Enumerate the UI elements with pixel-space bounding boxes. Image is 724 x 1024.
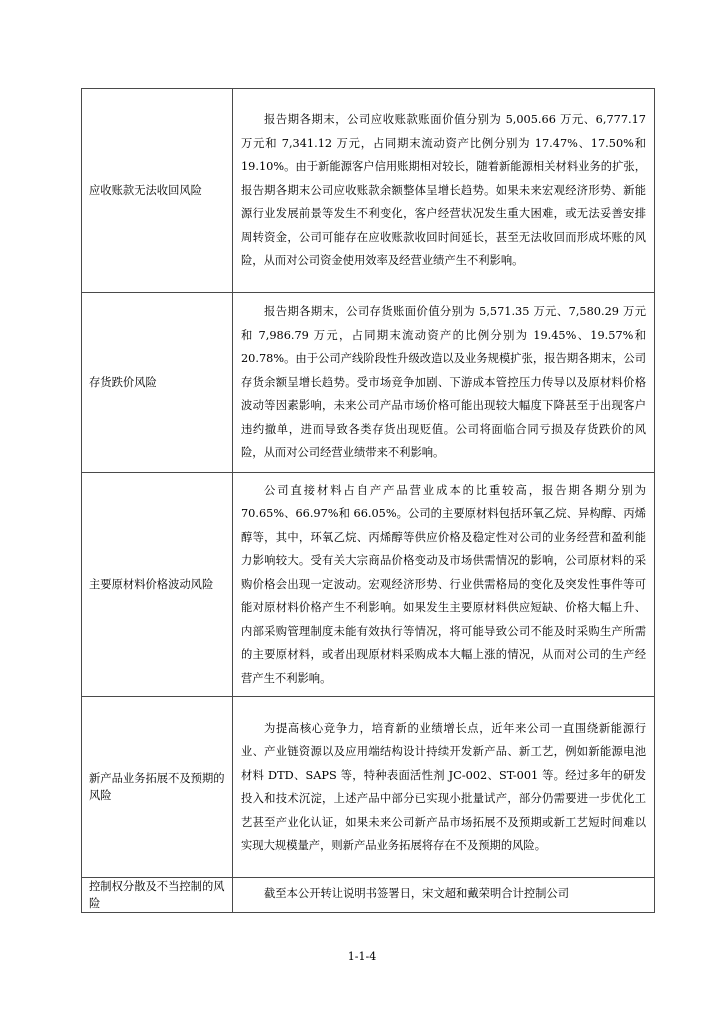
risk-row xyxy=(82,473,655,697)
risk-description: 截至本公开转让说明书签署日，宋文超和戴荣明合计控制公司 xyxy=(264,887,570,900)
risk-description-cell xyxy=(233,293,655,473)
risk-description: 报告期各期末，公司应收账款账面价值分别为 5,005.66 万元、6,777.17 万元和 7,341.12 万元，占同期末流动资产比例分别为 17.47%、17.50%和 19.10%。由于新能源客户信用账期相对较长，随着新能源相关材料业务的扩张，报告期各期末公司应收账款余额整体呈增长趋势。如果未来宏观经济形势、新能源行业发展前景等发生不利变化，客户经营状况发生重大困难，或无法妥善安排周转资金，公司可能存在应收账款收回时间延长，甚至无法收回而形成坏账的风险，从而对公司资金使用效率及经营业绩产生不利影响。 xyxy=(241,113,646,268)
risk-description: 为提高核心竞争力，培育新的业绩增长点，近年来公司一直围绕新能源行业、产业链资源以及应用端结构设计持续开发新产品、新工艺，例如新能源电池材料 DTD、SAPS 等，特种表面活性剂 JC-002、ST-001 等。经过多年的研发投入和技术沉淀，上述产品中部分已实现小批量试产，部分仍需要进一步优化工艺甚至产业化认证，如果未来公司新产品市场拓展不及预期或新工艺短时间难以实现大规模量产，则新产品业务拓展将存在不及预期的风险。 xyxy=(241,721,646,852)
risk-name-cell xyxy=(82,697,233,878)
page-number: 1-1-4 xyxy=(347,950,377,963)
risk-description-cell xyxy=(233,697,655,878)
risk-name-cell xyxy=(82,89,233,293)
risk-name: 控制权分散及不当控制的风险 xyxy=(89,880,225,910)
risk-description-cell xyxy=(233,89,655,293)
risk-row xyxy=(82,89,655,293)
risk-name-cell xyxy=(82,878,233,913)
risk-name: 应收账款无法收回风险 xyxy=(89,184,202,197)
risk-name: 新产品业务拓展不及预期的风险 xyxy=(89,772,225,802)
risk-description: 报告期各期末，公司存货账面价值分别为 5,571.35 万元、7,580.29 万元和 7,986.79 万元，占同期末流动资产的比例分别为 19.45%、19.57%和 20.78%。由于公司产线阶段性升级改造以及业务规模扩张，报告期各期末，公司存货余额呈增长趋势。受市场竞争加剧、下游成本管控压力传导以及原材料价格波动等因素影响，未来公司产品市场价格可能出现较大幅度下降甚至于出现客户违约撤单，进而导致各类存货出现贬值。公司将面临合同亏损及存货跌价的风险，从而对公司经营业绩带来不利影响。 xyxy=(241,305,646,460)
risk-name: 主要原材料价格波动风险 xyxy=(89,578,214,591)
risk-name-cell xyxy=(82,473,233,697)
risk-name-cell xyxy=(82,293,233,473)
risk-factors-table xyxy=(81,88,655,913)
risk-description-cell xyxy=(233,473,655,697)
risk-description-cell xyxy=(233,878,655,913)
risk-row xyxy=(82,293,655,473)
risk-description: 公司直接材料占自产产品营业成本的比重较高，报告期各期分别为 70.65%、66.97%和 66.05%。公司的主要原材料包括环氧乙烷、异构醇、丙烯醇等，其中，环氧乙烷、丙烯醇等供应价格及稳定性对公司的业务经营和盈利能力影响较大。受有关大宗商品价格变动及市场供需情况的影响，公司原材料的采购价格会出现一定波动。宏观经济形势、行业供需格局的变化及突发性事件等可能对原材料价格产生不利影响。如果发生主要原材料供应短缺、价格大幅上升、内部采购管理制度未能有效执行等情况，将可能导致公司不能及时采购生产所需的主要原材料，或者出现原材料采购成本大幅上涨的情况，从而对公司的生产经营产生不利影响。 xyxy=(241,483,646,685)
risk-name: 存货跌价风险 xyxy=(89,376,157,389)
risk-row xyxy=(82,697,655,878)
risk-row xyxy=(82,878,655,913)
